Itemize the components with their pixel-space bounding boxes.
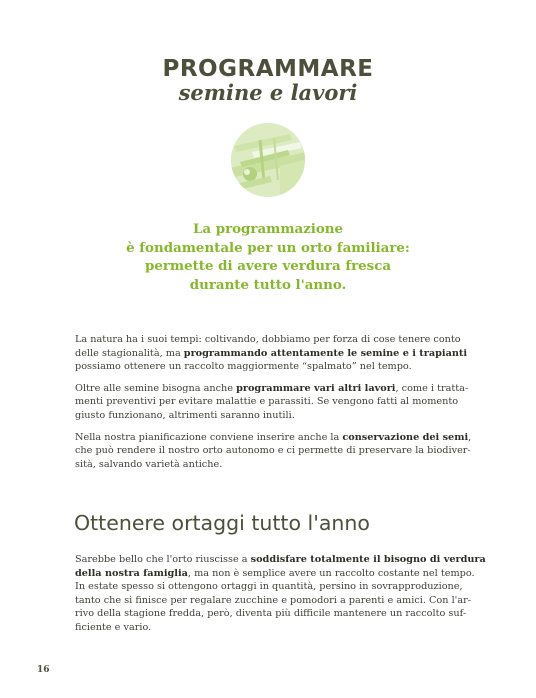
bold-text: programmando attentamente le semine e i trapianti	[183, 347, 468, 359]
bold-text: programmare vari altri lavori	[236, 382, 396, 394]
lead-quote	[90, 220, 446, 294]
lead-line: è fondamentale per un orto familiare:	[126, 239, 410, 256]
lead-line: permette di avere verdura fresca	[144, 258, 392, 274]
text-line: tanto che si finisce per regalare zucchine e pomodori a parenti e amici. Con l'ar-	[75, 594, 472, 606]
page-title: PROGRAMMARE	[162, 56, 374, 82]
paragraph	[75, 382, 469, 423]
text-line: La natura ha i suoi tempi: coltivando, dobbiamo per forza di cose tenere conto	[75, 334, 461, 345]
text-run: , ma non è semplice avere un raccolto costante nel tempo.	[187, 567, 475, 579]
text-run: , come i tratta-	[395, 382, 469, 394]
text-line: possiamo ottenere un raccolto maggiormente “spalmato” nel tempo.	[75, 361, 412, 373]
paragraph	[75, 333, 468, 374]
text-line	[75, 431, 472, 445]
garden-tools-icon	[230, 122, 306, 198]
text-line: rivo della stagione fredda, però, diventa più difficile mantenere un raccolto suf-	[75, 608, 467, 620]
text-line	[75, 553, 486, 567]
text-run: delle stagionalità, ma	[75, 347, 184, 359]
text-run: Oltre alle semine bisogna anche	[75, 382, 237, 394]
text-run: Sarebbe bello che l'orto riuscisse a	[75, 554, 251, 565]
text-line: ficiente e vario.	[75, 621, 152, 633]
page-number: 16	[37, 665, 50, 675]
text-line	[75, 567, 475, 581]
lead-line: La programmazione	[192, 221, 344, 237]
text-line: che può rendere il nostro orto autonomo e ci permette di preservare la biodiver-	[75, 445, 471, 457]
paragraph	[75, 553, 486, 635]
intro-text	[75, 333, 472, 479]
section-text	[75, 553, 486, 643]
page-subtitle: semine e lavori	[178, 80, 358, 105]
text-line: giusto funzionano, altrimenti saranno inutili.	[75, 409, 295, 421]
text-line: menti preventivi per evitare malattie e parassiti. Se vengono fatti al momento	[75, 396, 459, 408]
bold-text: conservazione dei semi	[342, 431, 469, 443]
text-run: ,	[468, 431, 472, 443]
lead-line: durante tutto l'anno.	[189, 276, 347, 293]
paragraph	[75, 431, 472, 472]
text-run: Nella nostra pianificazione conviene inserire anche la	[75, 431, 343, 443]
text-line	[75, 347, 468, 361]
text-line: sità, salvando varietà antiche.	[75, 458, 223, 470]
text-line: In estate spesso si ottengono ortaggi in quantità, persino in sovrapproduzione,	[75, 581, 463, 593]
bold-text: soddisfare totalmente il bisogno di verdura	[250, 554, 486, 565]
section-heading: Ottenere ortaggi tutto l'anno	[74, 511, 370, 535]
text-line	[75, 382, 469, 396]
bold-text: della nostra famiglia	[75, 567, 188, 579]
